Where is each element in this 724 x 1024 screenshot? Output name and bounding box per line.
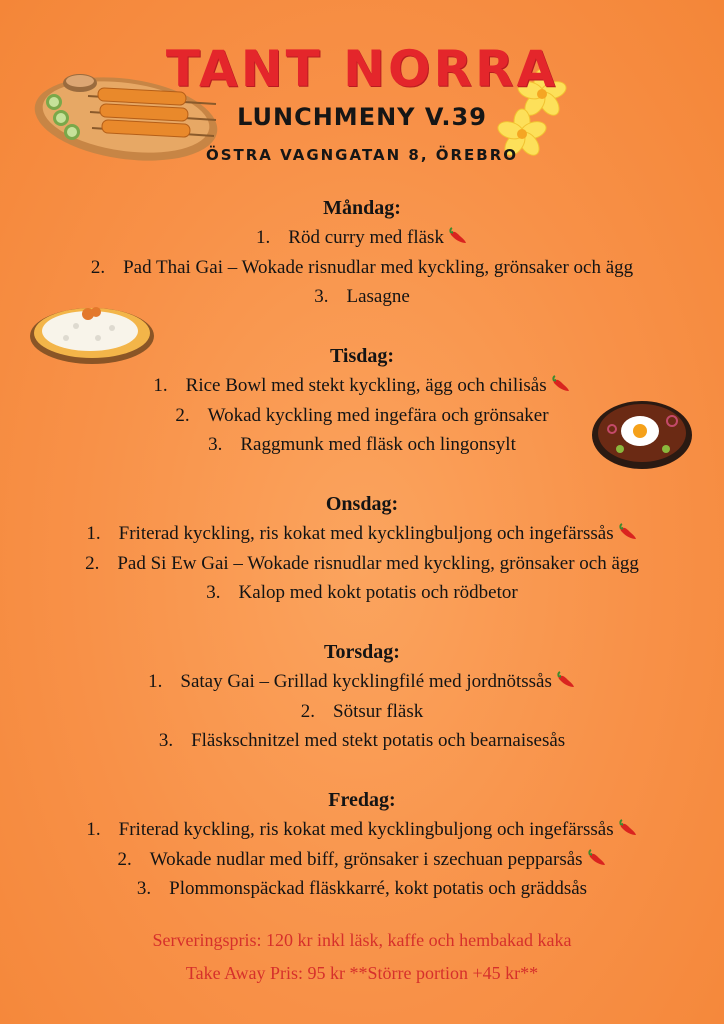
menu-item: 2. Pad Thai Gai – Wokade risnudlar med kyckling, grönsaker och ägg	[90, 256, 634, 278]
day-section-fredag	[0, 785, 724, 904]
menu-item: 3. Lasagne	[314, 286, 410, 307]
menu-item: 1. Röd curry med fläsk	[0, 223, 724, 253]
menu-item: 2. Wokad kyckling med ingefära och grönsaker	[175, 404, 549, 426]
menu-subtitle: LUNCHMENY V.39	[237, 103, 487, 131]
chili-icon	[556, 669, 576, 699]
menu-item: 1. Friterad kyckling, ris kokat med kycklingbuljong och ingefärssås	[0, 519, 724, 549]
menu-item: 1. Rice Bowl med stekt kyckling, ägg och chilisås	[0, 371, 724, 401]
menu-item: 2. Wokade nudlar med biff, grönsaker i szechuan pepparsås	[0, 845, 724, 875]
menu-item: 3. Fläskschnitzel med stekt potatis och bearnaisesås	[158, 730, 566, 751]
chili-icon	[551, 373, 571, 403]
day-section-mandag	[0, 193, 724, 312]
menu-item: 3. Plommonspäckad fläskkarré, kokt potatis och gräddsås	[136, 878, 588, 899]
menu-item: 2. Pad Si Ew Gai – Wokade risnudlar med kyckling, grönsaker och ägg	[85, 552, 639, 574]
day-heading: Tisdag:	[329, 345, 395, 367]
chili-icon	[618, 521, 638, 551]
chili-icon	[618, 817, 638, 847]
chili-icon	[587, 847, 607, 877]
day-section-torsdag	[0, 637, 724, 756]
chili-icon	[448, 225, 468, 255]
menu-item: 3. Raggmunk med fläsk och lingonsylt	[208, 434, 516, 455]
serving-price: Serveringspris: 120 kr inkl läsk, kaffe och hembakad kaka	[152, 930, 572, 950]
day-heading: Onsdag:	[325, 493, 399, 515]
day-heading: Fredag:	[328, 789, 396, 811]
day-heading: Torsdag:	[324, 641, 400, 663]
restaurant-title: TANT NORRA	[165, 40, 559, 98]
day-section-tisdag	[0, 341, 724, 460]
menu-item: 1. Friterad kyckling, ris kokat med kycklingbuljong och ingefärssås	[0, 815, 724, 845]
day-heading: Måndag:	[323, 197, 401, 219]
restaurant-address: ÖSTRA VAGNGATAN 8, ÖREBRO	[205, 146, 519, 164]
takeaway-price: Take Away Pris: 95 kr **Större portion +45 kr**	[185, 963, 539, 983]
menu-item: 3. Kalop med kokt potatis och rödbetor	[206, 582, 518, 603]
menu-item: 2. Sötsur fläsk	[300, 700, 424, 722]
menu-item: 1. Satay Gai – Grillad kycklingfilé med jordnötssås	[0, 667, 724, 697]
day-section-onsdag	[0, 489, 724, 608]
